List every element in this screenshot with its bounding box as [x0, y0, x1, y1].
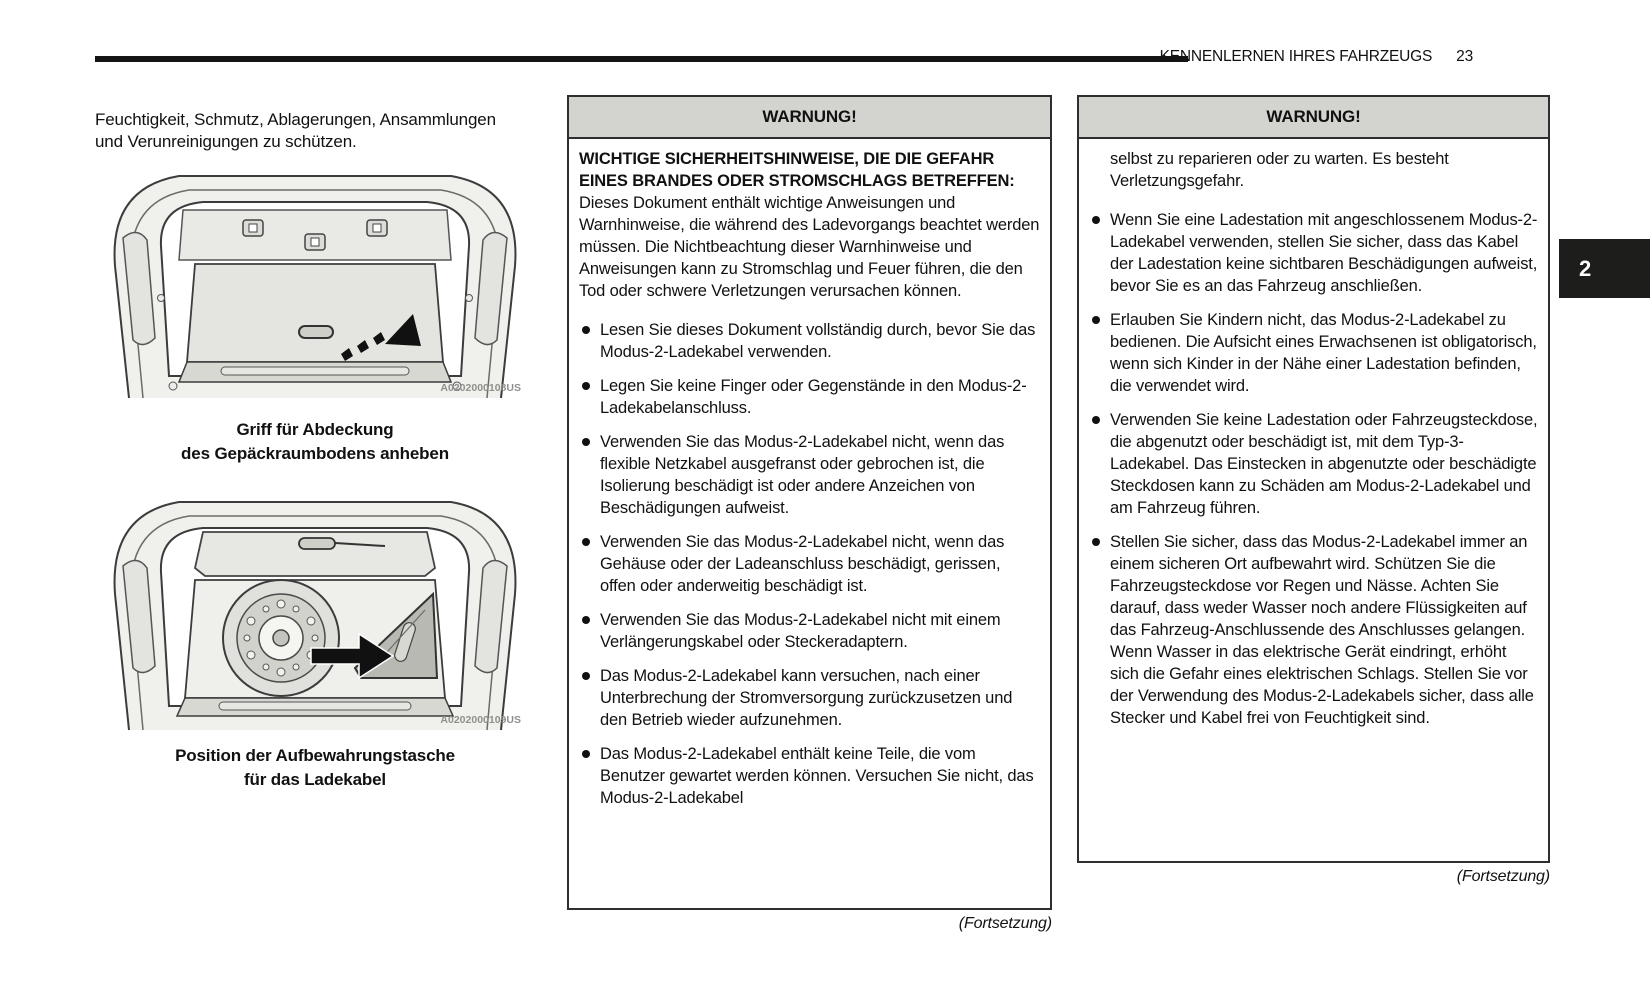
page-title: KENNENLERNEN IHRES FAHRZEUGS [1159, 48, 1433, 65]
trunk-handle-illustration [103, 148, 527, 402]
warning-bullet: Verwenden Sie keine Ladestation oder Fahrzeugsteckdose, die abgenutzt oder beschädigt ist, mit dem Typ-3-Ladekabel. Das Einstecken in abgenutzte oder beschädigte Steckdosen kann zu Schäden am Modus-2-Ladekabel und am Fahrzeug führen. [1089, 409, 1538, 519]
warning-box-2 [1077, 95, 1550, 863]
warning-box-1-body [569, 139, 1050, 815]
warning-bullet: Das Modus-2-Ladekabel enthält keine Teile, die vom Benutzer gewartet werden können. Versuchen Sie nicht, das Modus-2-Ladekabel [579, 743, 1040, 809]
warning-continuation-text: selbst zu reparieren oder zu warten. Es besteht Verletzungsgefahr. [1110, 150, 1449, 190]
warning-bullet: Lesen Sie dieses Dokument vollständig durch, bevor Sie das Modus-2-Ladekabel verwenden. [579, 319, 1040, 363]
warning-bullet: Legen Sie keine Finger oder Gegenstände in den Modus-2-Ladekabelanschluss. [579, 375, 1040, 419]
figure1-caption: Griff für Abdeckung des Gepäckraumbodens anheben [181, 420, 449, 463]
figure1-watermark: A0202000108US [440, 382, 521, 394]
spare-tire-illustration [103, 472, 527, 734]
continuation-note-1: (Fortsetzung) [958, 915, 1052, 932]
warning-bullet: Das Modus-2-Ladekabel kann versuchen, nach einer Unterbrechung der Stromversorgung zurückzusetzen und den Betrieb wieder aufzunehmen. [579, 665, 1040, 731]
figure2-caption: Position der Aufbewahrungstasche für das Ladekabel [175, 746, 455, 789]
spare-tire [223, 580, 339, 696]
warning-bullet: Wenn Sie eine Ladestation mit angeschlossenem Modus-2-Ladekabel verwenden, stellen Sie sicher, dass das Kabel der Ladestation keine sichtbaren Beschädigungen aufweist, bevor Sie es an das Fahrzeug anschließen. [1089, 209, 1538, 297]
warning-box-1 [567, 95, 1052, 910]
figure-charging-cable-storage [103, 472, 527, 734]
warning-bullet: Erlauben Sie Kindern nicht, das Modus-2-Ladekabel zu bedienen. Die Aufsicht eines Erwachsenen ist obligatorisch, wenn sich Kinder in der Nähe einer Ladestation befinden, die verwendet wird. [1089, 309, 1538, 397]
intro-paragraph: Feuchtigkeit, Schmutz, Ablagerungen, Ansammlungen und Verunreinigungen zu schützen. [95, 110, 496, 151]
warning-bullet: Verwenden Sie das Modus-2-Ladekabel nicht, wenn das Gehäuse oder der Ladeanschluss beschädigt, gerissen, offen oder anderweitig beschädigt ist. [579, 531, 1040, 597]
cargo-floor [187, 264, 443, 362]
continuation-note-2: (Fortsetzung) [1456, 868, 1550, 885]
cover-handle [299, 538, 335, 549]
figure2-watermark: A0202000109US [440, 714, 521, 726]
chapter-tab-number: 2 [1579, 255, 1592, 281]
running-header [1159, 48, 1473, 66]
warning-box-1-header [569, 97, 1050, 139]
warning-box-2-body [1079, 139, 1548, 735]
warning-title: WARNUNG! [1266, 107, 1361, 126]
warning-bullet: Verwenden Sie das Modus-2-Ladekabel nicht, wenn das flexible Netzkabel ausgefranst oder gebrochen ist, die Isolierung beschädigt ist oder andere Anzeichen von Beschädigungen aufweist. [579, 431, 1040, 519]
warning-bullet: Stellen Sie sicher, dass das Modus-2-Ladekabel immer an einem sicheren Ort aufbewahrt wird. Schützen Sie die Fahrzeugsteckdose vor Regen und Nässe. Achten Sie darauf, dass weder Wasser noch andere Flüssigkeiten auf das Fahrzeug-Anschlussende des Anschlusses gelangen. Wenn Wasser in das elektrische Gerät eindringt, erhöht sich die Gefahr eines elektrischen Schlags. Stellen Sie vor der Verwendung des Modus-2-Ladekabels sicher, dass alle Stecker und Kabel frei von Feuchtigkeit sind. [1089, 531, 1538, 729]
warning-heading-bold: WICHTIGE SICHERHEITSHINWEISE, DIE DIE GEFAHR EINES BRANDES ODER STROMSCHLAGS BETREFFEN: [579, 150, 1015, 190]
warning-intro-paragraph: WICHTIGE SICHERHEITSHINWEISE, DIE DIE GEFAHR EINES BRANDES ODER STROMSCHLAGS BETREFFEN: Dieses Dokument enthält wichtige Anweisungen und Warnhinweise, die während des Ladevorgangs beachtet werden müssen. Die Nichtbeachtung dieser Warnhinweise und Anweisungen kann zu Stromschlag und Feuer führen, die den Tod oder schwere Verletzungen verursachen können. [579, 150, 1040, 300]
page-number: 23 [1456, 48, 1473, 65]
warning-box-2-header [1079, 97, 1548, 139]
floor-handle [299, 326, 333, 338]
figure-trunk-floor-handle [103, 148, 527, 402]
chapter-tab [1559, 239, 1650, 298]
warning-bullet: Verwenden Sie das Modus-2-Ladekabel nicht mit einem Verlängerungskabel oder Steckeradaptern. [579, 609, 1040, 653]
warning-bullet-list [1089, 209, 1538, 729]
header-rule [95, 56, 1188, 62]
warning-bullet-list [579, 319, 1040, 809]
warning-title: WARNUNG! [762, 107, 857, 126]
